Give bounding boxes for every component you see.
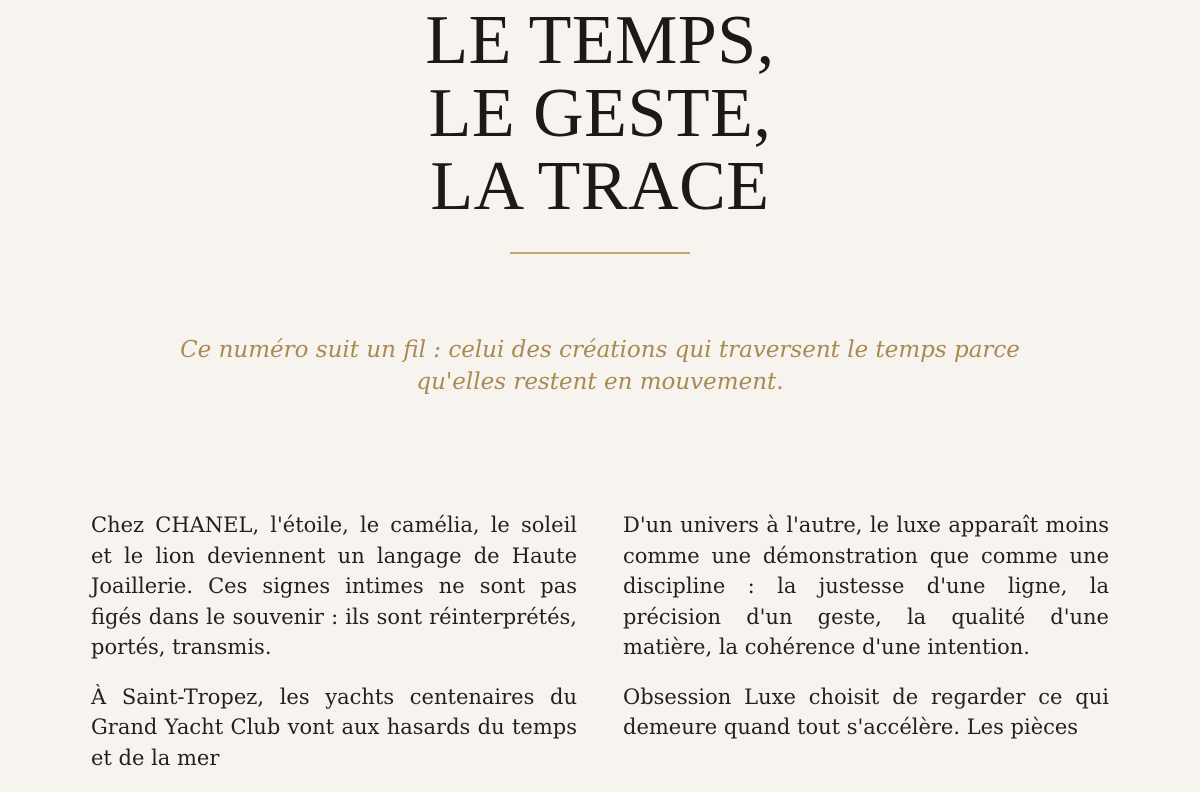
page-title xyxy=(0,4,1200,223)
lead-paragraph: Ce numéro suit un fil : celui des créations qui traversent le temps parce qu'elles restent en mouvement. xyxy=(180,337,1020,395)
left-column xyxy=(91,510,577,792)
title-line-1: LE TEMPS, xyxy=(425,2,775,79)
title-line-2: LE GESTE, xyxy=(428,75,772,152)
right-paragraph-2: Obsession Luxe choisit de regarder ce qui demeure quand tout s'accélère. Les pièces xyxy=(623,684,1109,739)
title-line-3: LA TRACE xyxy=(430,148,770,225)
left-paragraph-2: À Saint-Tropez, les yachts centenaires du Grand Yacht Club vont aux hasards du temps et de la mer xyxy=(91,684,577,770)
right-column xyxy=(623,510,1109,762)
title-divider xyxy=(510,252,690,254)
left-paragraph-1: Chez CHANEL, l'étoile, le camélia, le soleil et le lion deviennent un langage de Haute Joaillerie. Ces signes intimes ne sont pas figés dans le souvenir : ils sont réinterprétés, portés, transmis. xyxy=(91,513,577,659)
right-paragraph-1: D'un univers à l'autre, le luxe apparaît moins comme une démonstration que comme une discipline : la justesse d'une ligne, la précision d'un geste, la qualité d'une matière, la cohérence d'une intention. xyxy=(623,513,1109,659)
